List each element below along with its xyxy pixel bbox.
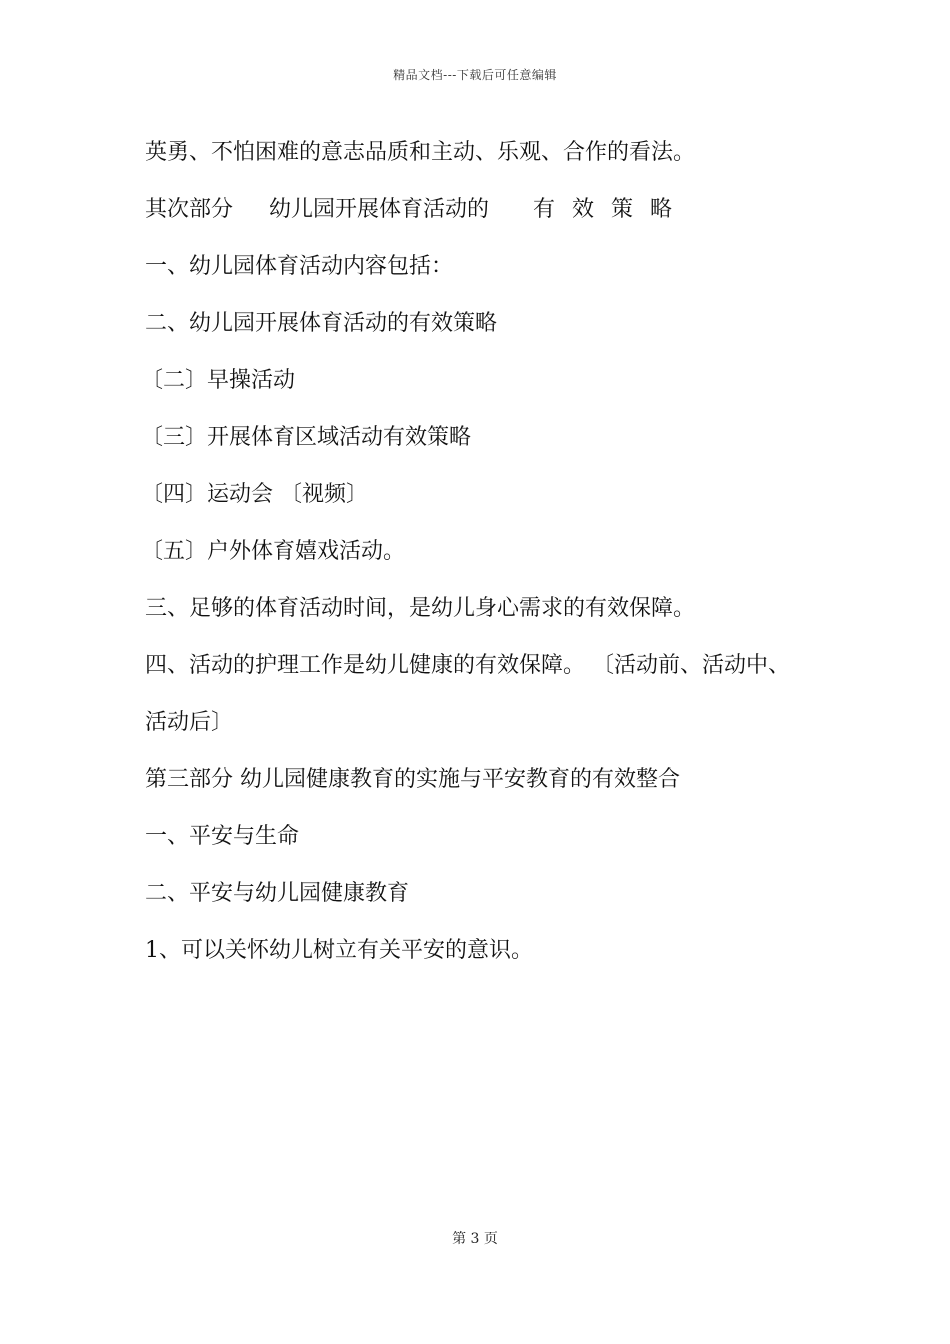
paragraph-line: 一、平安与生命 [145,824,300,849]
paragraph-line: 二、平安与幼儿园健康教育 [145,881,410,906]
paragraph-line: 〔三〕开展体育区域活动有效策略 [141,425,472,450]
page-number: 第 3 页 [452,1231,498,1247]
heading-part-title: 幼儿园开展体育活动的 [269,197,490,222]
paragraph-line: 〔二〕早操活动 [141,368,296,393]
paragraph-line: 一、幼儿园体育活动内容包括： [145,254,454,279]
section-heading-part-two [145,188,825,245]
heading-part-label: 其次部分 [145,197,234,222]
paragraph-line: 1、可以关怀幼儿树立有关平安的意识。 [145,938,533,963]
paragraph-line: 〔四〕运动会 〔视频〕 [141,482,368,507]
paragraph-line: 〔五〕户外体育嬉戏活动。 [141,539,406,564]
section-heading-part-three: 第三部分 幼儿园健康教育的实施与平安教育的有效整合 [145,767,680,792]
paragraph-line: 二、幼儿园开展体育活动的有效策略 [145,311,498,336]
paragraph-line: 四、活动的护理工作是幼儿健康的有效保障。 〔活动前、活动中、 [145,653,790,678]
paragraph-line: 三、足够的体育活动时间，是幼儿身心需求的有效保障。 [145,596,696,621]
document-body [141,131,825,986]
page-header: 精品文档---下载后可任意编辑 [393,68,557,82]
paragraph-line: 英勇、不怕困难的意志品质和主动、乐观、合作的看法。 [145,140,696,165]
paragraph-line: 活动后〕 [145,710,234,735]
heading-part-subtitle: 有效策略 [533,197,690,222]
